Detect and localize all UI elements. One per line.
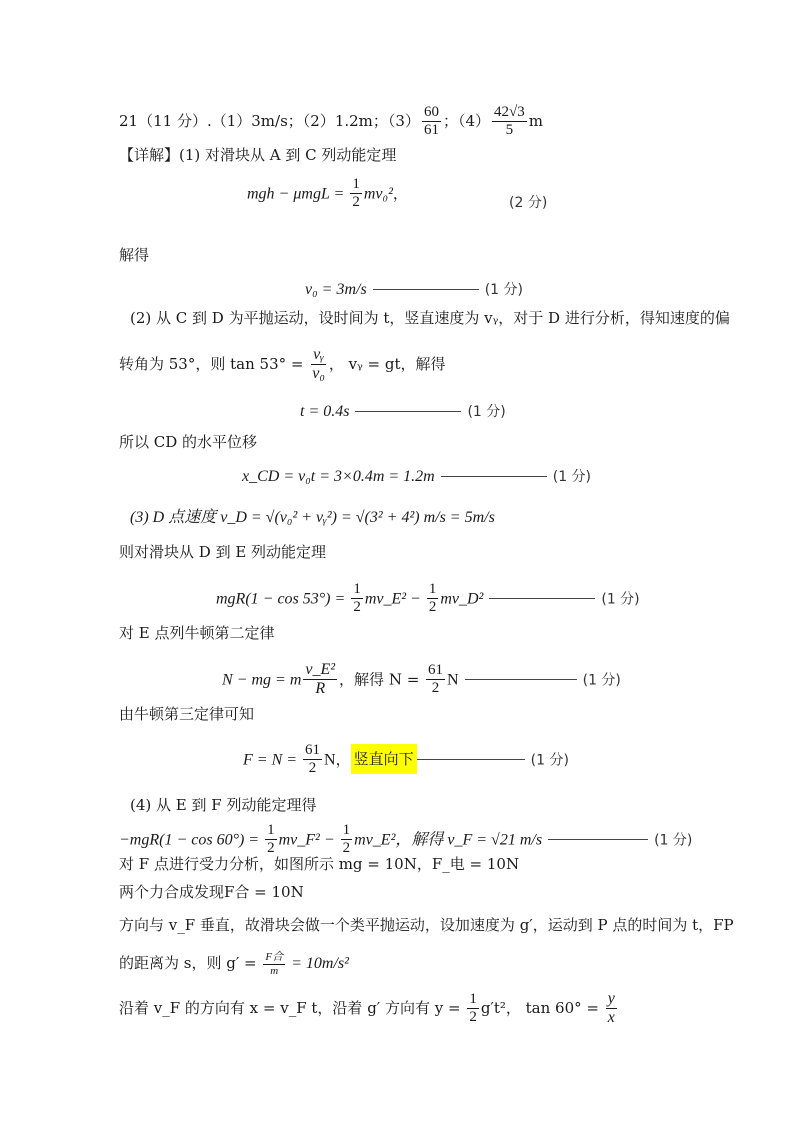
fraction-half [467,991,479,1027]
blank-rule [548,839,648,840]
comma: ， [335,750,351,769]
frac-num: 42√3 [492,104,527,122]
acceleration-line [119,951,349,977]
vd-speed-line [130,510,495,526]
equation-text: 转角为 53°，则 tan 53° = [119,354,309,373]
score-label: (1 分) [467,404,506,420]
frac-num: 61 [426,662,445,680]
class-projectile-line: 方向与 v_F 垂直，故滑块会做一个类平抛运动，设加速度为 g′，运动到 P 点的时间为 t，FP [119,916,734,934]
score-label: (1 分) [552,469,592,485]
result-v0 [305,281,523,298]
fraction-60-61 [422,104,441,140]
equation-text: 沿着 v_F 的方向有 x = v_F t，沿着 g′ 方向有 y = [119,998,466,1017]
detail-heading: 【详解】(1) 对滑块从 A 到 C 列动能定理 [119,146,397,164]
frac-num: 1 [350,176,362,194]
blank-rule [355,411,461,412]
newton2-label: 对 E 点列牛顿第二定律 [119,624,275,642]
fraction-half [351,581,363,617]
frac-den: 2 [431,680,440,697]
frac-num: F合 [265,951,284,963]
blank-rule [489,598,595,599]
part2-intro: (2) 从 C 到 D 为平抛运动，设时间为 t，竖直速度为 vᵧ，对于 D 进行分析，得知速度的偏 [130,309,730,327]
score-label: (1 分) [601,591,640,608]
fraction-61-2 [426,662,445,698]
equation-text: −mgR(1 − cos 60°) = [119,831,264,849]
frac-den: 5 [505,122,514,139]
resultant-force-line: 两个力合成发现F合 = 10N [119,883,304,901]
frac-den: 2 [352,194,360,211]
equation-text: x_CD = v₀t = 3×0.4m = 1.2m [242,468,435,485]
tan-relation-line [119,346,446,384]
frac-num: 1 [265,822,277,840]
answer-text: 21（11 分）.（1）3m/s；（2）1.2m；（3） [119,111,420,130]
equation-text: mv₀² [363,185,393,203]
energy-equation-1 [247,176,408,212]
equation-text: ，解得 N = [339,670,425,689]
equation-text: mgh − μmgL = [247,185,349,203]
fraction-61-2 [303,742,322,778]
frac-den: 2 [353,599,361,616]
score-label: (1 分) [582,672,621,689]
equation-text: mv_D² [440,590,484,608]
equation-text: N − mg = m [222,671,302,689]
blank-rule [417,759,525,760]
score-label: (1 分) [654,832,693,849]
unit: N [324,751,336,769]
result-xcd [242,468,591,485]
frac-den: 2 [267,840,275,857]
score-label: (1 分) [484,282,523,298]
frac-den: v₀ [312,365,325,383]
frac-num: 1 [467,991,479,1009]
energy-equation-de [216,581,640,617]
equation-text: mv_E²，解得 v_F = √21 m/s [354,831,543,849]
equation-text: mv_F² − [278,831,339,849]
newton3-equation [243,742,569,778]
frac-num: 60 [422,104,441,122]
equation-text: (3) D 点速度 v_D = √(v₀² + vᵧ²) = √(3² + 4²) m/s = 5m/s [130,509,495,526]
equation-text: g′t²， tan 60° = [480,998,604,1017]
frac-den: 2 [308,760,317,777]
equation-text: = 10m/s² [287,955,349,973]
equation-text: F = N = [243,751,302,769]
blank-rule [465,679,577,680]
frac-num: 1 [341,822,353,840]
fraction-half [341,822,353,858]
fraction-fhe-m [263,951,285,977]
frac-den: 2 [428,599,437,616]
part4-intro: (4) 从 E 到 F 列动能定理得 [130,796,317,814]
fraction-42root3-5 [492,104,527,140]
frac-num: y [606,990,617,1009]
equation-text: mv_E² − [364,590,425,608]
displacement-components-line [119,990,619,1028]
answer-text: ；（4） [442,111,490,130]
frac-num: vᵧ [311,346,326,365]
frac-num: 1 [427,581,439,599]
fraction-vy-v0 [310,346,327,384]
fraction-half [265,822,277,858]
newton3-label: 由牛顿第三定律可知 [119,705,255,723]
fraction-half [350,176,362,212]
blank-rule [373,289,479,290]
answer-unit: m [528,111,543,130]
frac-den: R [315,680,326,698]
energy-equation-ef [119,822,692,858]
highlighted-direction: 竖直向下 [351,744,417,774]
equation-text: 的距离为 s，则 g′ = [119,954,262,973]
frac-den: x [607,1009,615,1027]
blank-rule [441,476,547,477]
frac-den: 61 [423,122,439,139]
frac-num: 61 [303,742,322,760]
frac-num: 1 [351,581,363,599]
fraction-half [427,581,439,617]
frac-num: v_E² [303,661,337,680]
unit: N [447,671,459,689]
part3-energy-label: 则对滑块从 D 到 E 列动能定理 [119,543,327,561]
frac-den: 2 [469,1009,477,1026]
equation-text: ， vᵧ = gt，解得 [328,354,446,373]
result-label: 解得 [119,246,150,264]
answer-summary-line [119,104,543,140]
frac-den: 2 [342,840,351,857]
score-label: (1 分) [530,752,569,769]
equation-text: v₀ = 3m/s [305,281,367,298]
equation-text: t = 0.4s [300,403,350,420]
result-t [300,403,506,420]
fraction-y-x [606,990,617,1028]
comma: ， [392,184,408,203]
force-analysis-line: 对 F 点进行受力分析，如图所示 mg = 10N，F_电 = 10N [119,855,520,873]
frac-den: m [270,964,279,977]
equation-text: mgR(1 − cos 53°) = [216,590,350,608]
cd-displacement-label: 所以 CD 的水平位移 [119,433,258,451]
fraction-ve2-r [303,661,337,699]
score-label: (2 分) [509,195,548,211]
newton2-equation [222,661,621,699]
